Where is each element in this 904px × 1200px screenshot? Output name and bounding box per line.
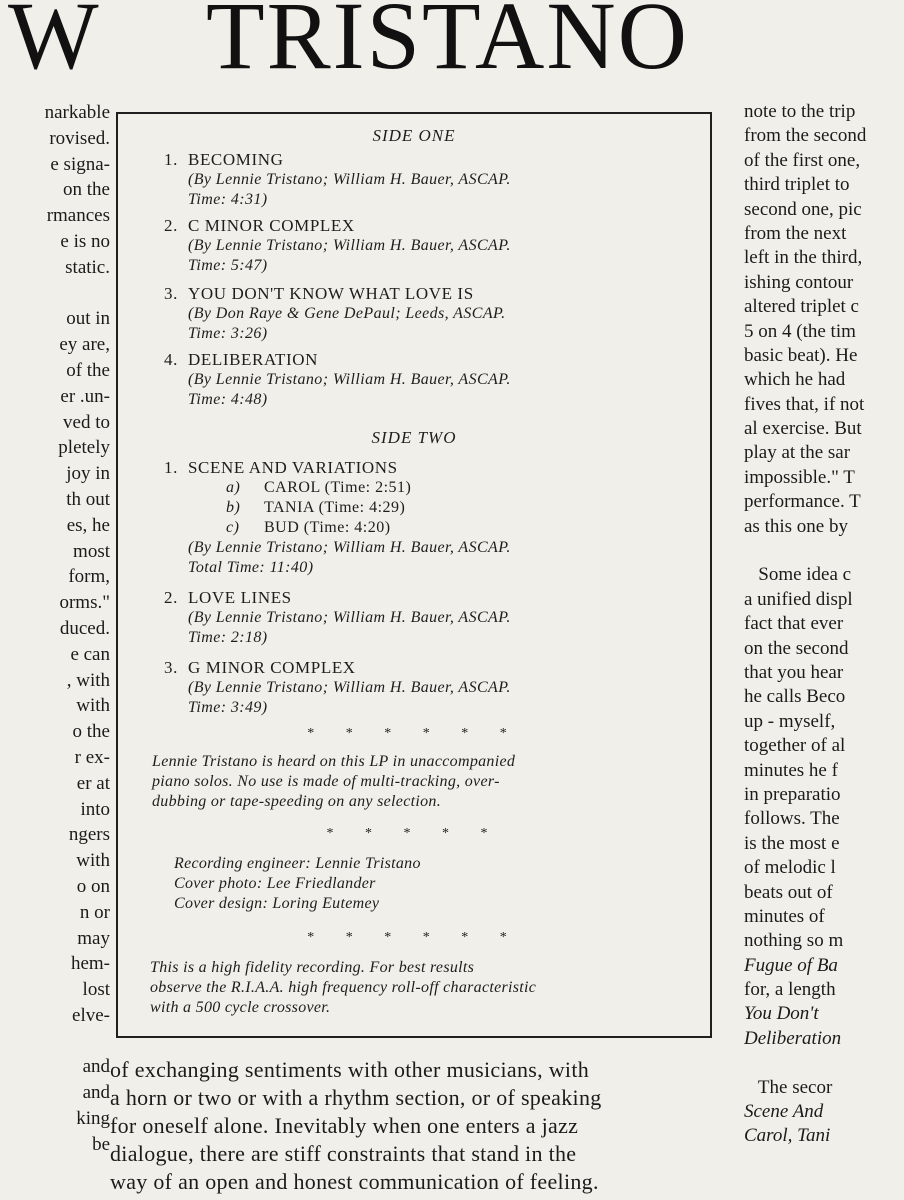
right-column-line: of the first one, xyxy=(744,149,861,171)
right-column-line: The secor xyxy=(744,1076,833,1098)
right-column-line: in preparatio xyxy=(744,783,841,805)
right-column-line: from the next xyxy=(744,222,847,244)
track-title-text: SCENE AND VARIATIONS xyxy=(188,458,398,477)
track-title xyxy=(164,588,684,608)
left-column-line: most xyxy=(73,540,110,562)
left-column-line: into xyxy=(80,798,110,820)
left-column-line: static. xyxy=(65,256,110,278)
left-column-line: joy in xyxy=(66,463,110,485)
right-column-line xyxy=(744,539,904,563)
left-column-line: on the xyxy=(63,179,110,201)
right-column-line: of melodic l xyxy=(744,857,836,879)
track-entry xyxy=(164,150,684,210)
track-title xyxy=(164,216,684,236)
track-credit: (By Lennie Tristano; William H. Bauer, ASCAP. xyxy=(188,679,511,696)
track-time: Time: 3:49) xyxy=(188,699,268,716)
track-number: 4. xyxy=(164,350,178,369)
right-column-line: Some idea c xyxy=(744,564,852,586)
right-column-text xyxy=(744,100,904,1200)
track-title-text: BECOMING xyxy=(188,150,284,169)
left-column-line xyxy=(0,281,110,307)
track-number: 3. xyxy=(164,658,178,677)
left-column-line xyxy=(0,1029,110,1055)
note-line: observe the R.I.A.A. high frequency roll-off characteristic xyxy=(150,979,537,996)
track-title-text: G MINOR COMPLEX xyxy=(188,658,356,677)
left-column-line: n or xyxy=(79,901,110,923)
right-column-line xyxy=(744,1051,904,1075)
track-title xyxy=(164,458,684,478)
left-column-line: lost xyxy=(82,979,110,1001)
left-column-line: er .un- xyxy=(60,385,110,407)
body-paragraph xyxy=(110,1056,720,1196)
note-line: with a 500 cycle crossover. xyxy=(150,999,331,1016)
stars-divider: * * * * * xyxy=(326,826,502,841)
left-column-line: of the xyxy=(66,359,110,381)
right-column-line: from the second xyxy=(744,125,867,147)
track-time: Time: 4:31) xyxy=(188,191,268,208)
track-title xyxy=(164,658,684,678)
track-title xyxy=(164,150,684,170)
sub-track xyxy=(164,498,684,518)
body-line: dialogue, there are stiff constraints that stand in the xyxy=(110,1141,577,1166)
left-column-line: ved to xyxy=(63,411,110,433)
track-title-text: DELIBERATION xyxy=(188,350,318,369)
right-column-line: nothing so m xyxy=(744,930,844,952)
left-column-line: with xyxy=(76,850,110,872)
left-column-line: orms." xyxy=(59,592,110,614)
left-column-line: pletely xyxy=(58,437,110,459)
sub-track xyxy=(164,478,684,498)
left-column-line: ey are, xyxy=(59,334,110,356)
left-column-text xyxy=(0,100,110,1200)
left-column-line: es, he xyxy=(66,514,110,536)
track-credit: (By Lennie Tristano; William H. Bauer, ASCAP. xyxy=(188,171,511,188)
body-line: a horn or two or with a rhythm section, or of speaking xyxy=(110,1085,602,1110)
right-column-line: fact that ever xyxy=(744,613,844,635)
left-column-line: er at xyxy=(76,772,110,794)
track-listing-box xyxy=(116,112,712,1038)
left-column-line: hem- xyxy=(70,953,110,975)
right-column-line: up - myself, xyxy=(744,710,836,732)
fidelity-note xyxy=(150,958,690,1018)
left-column-line: form, xyxy=(68,566,110,588)
left-column-line: rmances xyxy=(46,205,110,227)
right-column-line: You Don't xyxy=(744,1003,819,1025)
track-title-text: YOU DON'T KNOW WHAT LOVE IS xyxy=(188,284,474,303)
track-title xyxy=(164,284,684,304)
note-line: piano solos. No use is made of multi-tracking, over- xyxy=(152,773,500,790)
right-column-line: Scene And xyxy=(744,1101,824,1123)
right-column-line: altered triplet c xyxy=(744,296,859,318)
sub-track-title: BUD (Time: 4:20) xyxy=(264,519,391,536)
track-entry xyxy=(164,216,684,276)
sub-track-title: TANIA (Time: 4:29) xyxy=(264,499,406,516)
track-number: 1. xyxy=(164,458,178,477)
right-column-line: third triplet to xyxy=(744,174,850,196)
stars-divider: * * * * * * xyxy=(307,726,521,741)
right-column-line: a unified displ xyxy=(744,588,853,610)
track-number: 3. xyxy=(164,284,178,303)
left-column-line: rovised. xyxy=(49,127,110,149)
right-column-line: note to the trip xyxy=(744,101,856,122)
note-line: Cover design: Loring Eutemey xyxy=(174,895,380,912)
track-title-text: LOVE LINES xyxy=(188,588,292,607)
track-entry xyxy=(164,350,684,410)
right-column-line: is the most e xyxy=(744,832,840,854)
right-column-line: Carol, Tani xyxy=(744,1125,831,1147)
left-column-line: and xyxy=(82,1056,110,1078)
track-credit: (By Lennie Tristano; William H. Bauer, ASCAP. xyxy=(188,237,511,254)
left-column-line: e can xyxy=(70,643,110,665)
track-entry xyxy=(164,284,684,344)
track-entry xyxy=(164,588,684,648)
left-column-line: elve- xyxy=(72,1004,110,1026)
track-title xyxy=(164,350,684,370)
right-column-line: Fugue of Ba xyxy=(744,954,838,976)
left-column-line: narkable xyxy=(44,102,110,123)
stars-divider: * * * * * * xyxy=(307,930,521,945)
right-column-line: for, a length xyxy=(744,979,836,1001)
left-column-line: th out xyxy=(66,488,110,510)
left-column-line: , with xyxy=(66,669,110,691)
left-column-line: ngers xyxy=(68,824,110,846)
track-time: Time: 2:18) xyxy=(188,629,268,646)
note-line: dubbing or tape-speeding on any selection. xyxy=(152,793,441,810)
right-column-line: minutes he f xyxy=(744,759,838,781)
right-column-line: as this one by xyxy=(744,515,848,537)
track-credit: (By Lennie Tristano; William H. Bauer, ASCAP. xyxy=(188,609,511,626)
right-column-line: together of al xyxy=(744,735,846,757)
left-column-line: r ex- xyxy=(74,746,110,768)
right-column-line: he calls Beco xyxy=(744,686,846,708)
left-column-line: e signa- xyxy=(50,153,110,175)
left-column-line: o on xyxy=(76,875,110,897)
right-column-line: performance. T xyxy=(744,491,861,513)
left-column-line: e is no xyxy=(60,230,110,252)
track-number: 2. xyxy=(164,216,178,235)
right-column-line: on the second xyxy=(744,637,849,659)
track-credit: (By Don Raye & Gene DePaul; Leeds, ASCAP. xyxy=(188,305,506,322)
right-column-line: that you hear xyxy=(744,661,844,683)
right-column-line: al exercise. But xyxy=(744,418,862,440)
side-one-heading: SIDE ONE xyxy=(372,126,456,145)
right-column-line: ishing contour xyxy=(744,271,854,293)
side-two-heading: SIDE TWO xyxy=(371,428,457,447)
body-line: for oneself alone. Inevitably when one enters a jazz xyxy=(110,1113,579,1138)
right-column-line: follows. The xyxy=(744,808,840,830)
left-column-line: king xyxy=(76,1108,110,1130)
sub-track xyxy=(164,518,684,538)
right-column-line: 5 on 4 (the tim xyxy=(744,320,856,342)
left-column-line: with xyxy=(76,695,110,717)
right-column-line: which he had xyxy=(744,369,846,391)
track-credit: (By Lennie Tristano; William H. Bauer, ASCAP. xyxy=(188,371,511,388)
left-column-line: o the xyxy=(72,721,110,743)
track-credit: (By Lennie Tristano; William H. Bauer, ASCAP. xyxy=(188,539,511,556)
sub-track-letter: b) xyxy=(226,499,241,516)
right-column-line: fives that, if not xyxy=(744,393,865,415)
solo-note xyxy=(152,752,692,812)
left-column-line: and xyxy=(82,1082,110,1104)
body-line: of exchanging sentiments with other musicians, with xyxy=(110,1057,590,1082)
note-line: Lennie Tristano is heard on this LP in unaccompanied xyxy=(152,753,516,770)
right-column-line: impossible." T xyxy=(744,466,855,488)
right-column-line: left in the third, xyxy=(744,247,863,269)
left-column-line: duced. xyxy=(59,617,110,639)
note-line: Recording engineer: Lennie Tristano xyxy=(174,855,421,872)
track-time: Time: 3:26) xyxy=(188,325,268,342)
note-line: Cover photo: Lee Friedlander xyxy=(174,875,376,892)
track-time: Time: 5:47) xyxy=(188,257,268,274)
right-column-line: second one, pic xyxy=(744,198,862,220)
title-main: TRISTANO xyxy=(206,0,689,80)
track-number: 1. xyxy=(164,150,178,169)
right-column-line: beats out of xyxy=(744,881,833,903)
right-column-line: minutes of xyxy=(744,905,825,927)
sub-track-letter: c) xyxy=(226,519,240,536)
left-column-line: out in xyxy=(66,308,110,330)
sub-track-title: CAROL (Time: 2:51) xyxy=(264,479,412,496)
right-column-line: Deliberation xyxy=(744,1027,842,1049)
note-line: This is a high fidelity recording. For best results xyxy=(150,959,475,976)
credits-note xyxy=(174,854,714,914)
right-column-line: play at the sar xyxy=(744,442,851,464)
sub-track-letter: a) xyxy=(226,479,241,496)
track-time: Time: 4:48) xyxy=(188,391,268,408)
left-column-line: may xyxy=(77,927,110,949)
body-line: way of an open and honest communication of feeling. xyxy=(110,1169,599,1194)
track-number: 2. xyxy=(164,588,178,607)
track-title-text: C MINOR COMPLEX xyxy=(188,216,355,235)
track-time: Total Time: 11:40) xyxy=(188,559,314,576)
track-entry xyxy=(164,458,684,578)
track-entry xyxy=(164,658,684,718)
page-title xyxy=(0,0,904,80)
left-column-line: be xyxy=(92,1133,110,1155)
title-fragment: W xyxy=(8,0,101,80)
right-column-line: basic beat). He xyxy=(744,344,858,366)
